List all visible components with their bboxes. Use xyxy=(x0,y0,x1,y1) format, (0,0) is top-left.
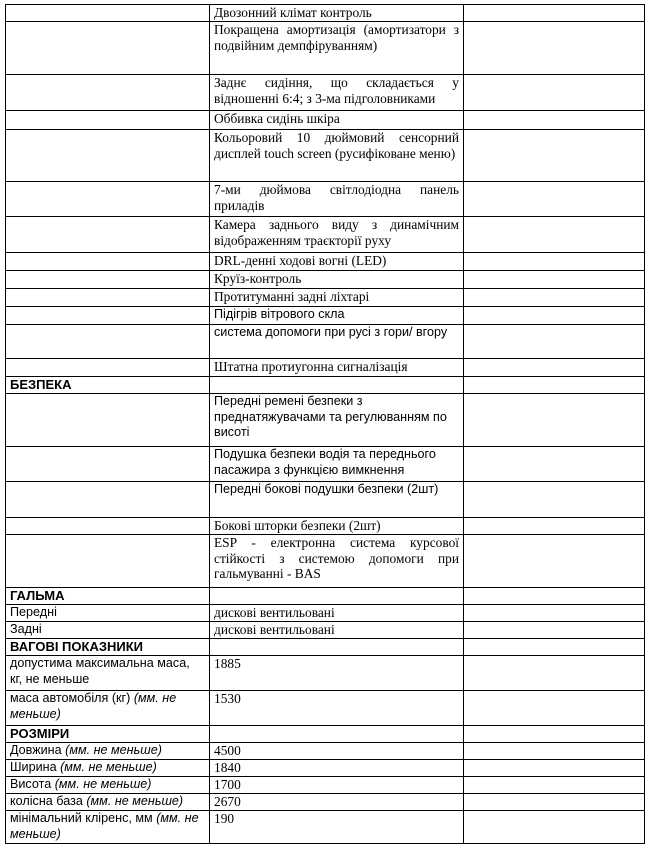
value-cell: Заднє сидіння, що складається у відношенні 6:4; з 3-ма підголовниками xyxy=(210,75,464,111)
empty-cell xyxy=(464,726,645,743)
label-cell xyxy=(6,307,210,325)
empty-cell xyxy=(464,588,645,605)
empty-cell xyxy=(210,588,464,605)
table-row xyxy=(6,307,645,325)
label-cell xyxy=(6,325,210,359)
label-cell xyxy=(6,691,210,726)
empty-cell xyxy=(464,75,645,111)
table-row xyxy=(6,811,645,844)
empty-cell xyxy=(464,605,645,622)
empty-cell xyxy=(464,639,645,656)
section-heading-dimensions: РОЗМІРИ xyxy=(6,726,210,743)
label-cell xyxy=(6,394,210,447)
value-cell: 2670 xyxy=(210,794,464,811)
empty-cell xyxy=(464,111,645,130)
table-row xyxy=(6,605,645,622)
empty-cell xyxy=(464,253,645,271)
section-heading-brakes: ГАЛЬМА xyxy=(6,588,210,605)
empty-cell xyxy=(464,777,645,794)
table-row xyxy=(6,777,645,794)
empty-cell xyxy=(464,447,645,482)
label-cell xyxy=(6,182,210,217)
value-cell: Підігрів вітрового скла xyxy=(210,307,464,325)
empty-cell xyxy=(464,691,645,726)
table-row xyxy=(6,253,645,271)
table-row xyxy=(6,359,645,377)
section-heading-safety: БЕЗПЕКА xyxy=(6,377,210,394)
value-cell: Бокові шторки безпеки (2шт) xyxy=(210,518,464,535)
row-label: маса автомобіля (кг) xyxy=(10,691,131,705)
value-cell: 190 xyxy=(210,811,464,844)
empty-cell xyxy=(464,5,645,22)
row-label: допустима максимальна маса, кг, не меньше xyxy=(10,656,190,686)
value-cell: Двозонний клімат контроль xyxy=(210,5,464,22)
table-row xyxy=(6,325,645,359)
table-row xyxy=(6,111,645,130)
row-note: (мм. не меньше) xyxy=(54,777,152,791)
empty-cell xyxy=(464,182,645,217)
value-cell: Кольоровий 10 дюймовий сенсорний дисплей touch screen (русифіковане меню) xyxy=(210,130,464,182)
label-cell: Передні xyxy=(6,605,210,622)
value-cell: Передні ремені безпеки з преднатяжувачами та регулюванням по висоті xyxy=(210,394,464,447)
spec-table xyxy=(5,4,645,844)
value-cell: 7-ми дюймова світлодіодна панель приладів xyxy=(210,182,464,217)
value-cell: дискові вентильовані xyxy=(210,622,464,639)
table-row xyxy=(6,622,645,639)
row-note: (мм. не меньше) xyxy=(86,794,184,808)
empty-cell xyxy=(210,726,464,743)
value-cell: 1885 xyxy=(210,656,464,691)
empty-cell xyxy=(210,377,464,394)
value-cell: DRL-денні ходові вогні (LED) xyxy=(210,253,464,271)
label-cell xyxy=(6,777,210,794)
table-row xyxy=(6,182,645,217)
section-row xyxy=(6,726,645,743)
section-heading-weights: ВАГОВІ ПОКАЗНИКИ xyxy=(6,639,210,656)
row-label: Ширина xyxy=(10,760,57,774)
label-cell xyxy=(6,794,210,811)
row-label: колісна база xyxy=(10,794,83,808)
label-cell xyxy=(6,289,210,307)
empty-cell xyxy=(464,811,645,844)
empty-cell xyxy=(464,535,645,588)
table-row xyxy=(6,518,645,535)
table-row xyxy=(6,394,645,447)
label-cell xyxy=(6,271,210,289)
value-cell: Покращена амортизація (амортизатори з подвійним демпфіруванням) xyxy=(210,22,464,75)
label-cell xyxy=(6,518,210,535)
row-label: мінімальний кліренс, мм xyxy=(10,811,153,825)
table-row xyxy=(6,217,645,253)
table-row xyxy=(6,130,645,182)
value-cell: Передні бокові подушки безпеки (2шт) xyxy=(210,482,464,518)
value-cell: Подушка безпеки водія та переднього пасажира з функцією вимкнення xyxy=(210,447,464,482)
value-cell: 1700 xyxy=(210,777,464,794)
label-cell xyxy=(6,75,210,111)
label-cell xyxy=(6,447,210,482)
table-row xyxy=(6,5,645,22)
row-note: (мм. не меньше) xyxy=(60,760,157,774)
value-cell: Штатна протиугонна сигналізація xyxy=(210,359,464,377)
label-cell xyxy=(6,217,210,253)
empty-cell xyxy=(464,271,645,289)
label-cell xyxy=(6,111,210,130)
empty-cell xyxy=(464,130,645,182)
table-row xyxy=(6,482,645,518)
table-row xyxy=(6,75,645,111)
label-cell xyxy=(6,22,210,75)
value-cell: 1840 xyxy=(210,760,464,777)
label-cell xyxy=(6,130,210,182)
empty-cell xyxy=(464,307,645,325)
value-cell: ESP - електронна система курсової стійкості з системою допомоги при гальмуванні - BAS xyxy=(210,535,464,588)
table-row xyxy=(6,289,645,307)
value-cell: 4500 xyxy=(210,743,464,760)
empty-cell xyxy=(464,482,645,518)
label-cell xyxy=(6,811,210,844)
label-cell xyxy=(6,656,210,691)
value-cell: Круїз-контроль xyxy=(210,271,464,289)
value-cell: система допомоги при русі з гори/ вгору xyxy=(210,325,464,359)
empty-cell xyxy=(464,622,645,639)
empty-cell xyxy=(464,359,645,377)
empty-cell xyxy=(464,518,645,535)
row-label: Висота xyxy=(10,777,52,791)
value-cell: Оббивка сидінь шкіра xyxy=(210,111,464,130)
row-note: (мм. не меньше) xyxy=(10,691,177,721)
table-row xyxy=(6,656,645,691)
table-row xyxy=(6,743,645,760)
empty-cell xyxy=(464,22,645,75)
empty-cell xyxy=(464,760,645,777)
label-cell xyxy=(6,5,210,22)
value-cell: дискові вентильовані xyxy=(210,605,464,622)
empty-cell xyxy=(464,743,645,760)
label-cell: Задні xyxy=(6,622,210,639)
empty-cell xyxy=(464,289,645,307)
label-cell xyxy=(6,535,210,588)
row-note: (мм. не меньше) xyxy=(10,811,199,841)
empty-cell xyxy=(464,217,645,253)
empty-cell xyxy=(464,794,645,811)
empty-cell xyxy=(464,377,645,394)
label-cell xyxy=(6,359,210,377)
table-row xyxy=(6,535,645,588)
section-row xyxy=(6,377,645,394)
label-cell xyxy=(6,743,210,760)
value-cell: Камера заднього виду з динамічним відображенням траєкторії руху xyxy=(210,217,464,253)
label-cell xyxy=(6,482,210,518)
section-row xyxy=(6,639,645,656)
section-row xyxy=(6,588,645,605)
label-cell xyxy=(6,760,210,777)
row-note: (мм. не меньше) xyxy=(65,743,162,757)
table-row xyxy=(6,22,645,75)
empty-cell xyxy=(464,656,645,691)
value-cell: Протитуманні задні ліхтарі xyxy=(210,289,464,307)
table-row xyxy=(6,794,645,811)
row-label: Довжина xyxy=(10,743,62,757)
empty-cell xyxy=(464,325,645,359)
empty-cell xyxy=(464,394,645,447)
table-row xyxy=(6,447,645,482)
table-row xyxy=(6,271,645,289)
label-cell xyxy=(6,253,210,271)
value-cell: 1530 xyxy=(210,691,464,726)
table-row xyxy=(6,691,645,726)
empty-cell xyxy=(210,639,464,656)
table-row xyxy=(6,760,645,777)
